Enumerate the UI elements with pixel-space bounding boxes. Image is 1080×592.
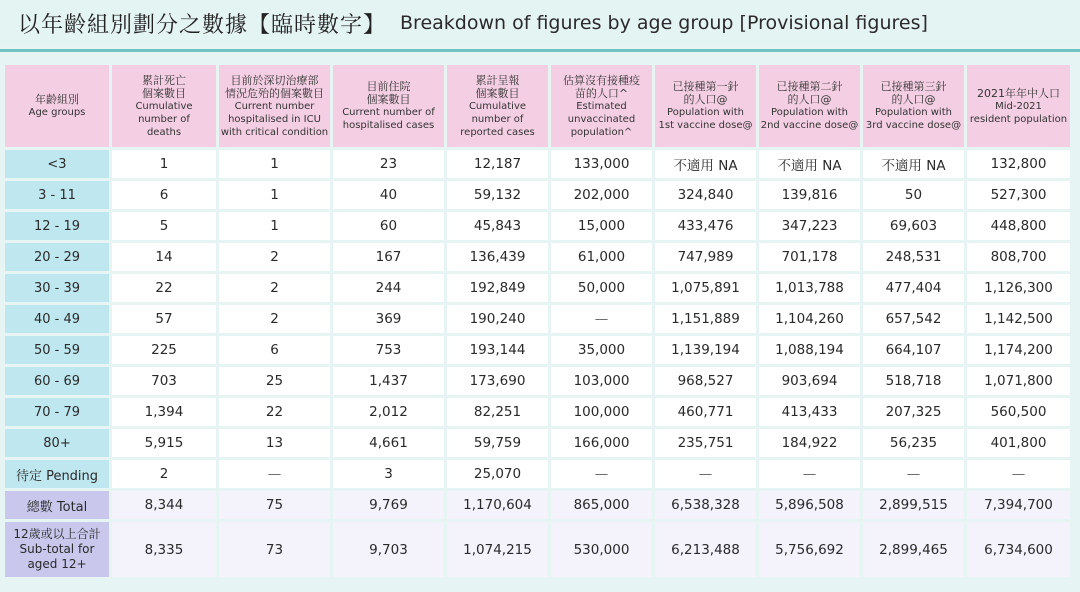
data-cell: 1,170,604	[447, 491, 548, 519]
table-body	[5, 150, 1070, 577]
data-cell: 5,915	[112, 429, 216, 457]
data-cell: 35,000	[551, 336, 652, 364]
data-cell: 5,756,692	[759, 522, 860, 577]
data-cell: 166,000	[551, 429, 652, 457]
data-cell: 193,144	[447, 336, 548, 364]
data-cell: 60	[333, 212, 444, 240]
age-group-table	[2, 62, 1073, 580]
data-cell: 6,213,488	[655, 522, 756, 577]
column-header-english: Population with 3rd vaccine dose@	[865, 107, 962, 131]
data-cell: 4,661	[333, 429, 444, 457]
data-cell: —	[863, 460, 964, 488]
age-group-cell: 70 - 79	[5, 398, 109, 426]
data-cell: 530,000	[551, 522, 652, 577]
title-english: Breakdown of figures by age group [Provisional figures]	[400, 12, 928, 34]
data-cell: 808,700	[967, 243, 1070, 271]
data-cell: 22	[219, 398, 330, 426]
data-cell: 192,849	[447, 274, 548, 302]
data-cell: 347,223	[759, 212, 860, 240]
data-cell: 25	[219, 367, 330, 395]
data-cell: 2	[219, 243, 330, 271]
data-cell: 5,896,508	[759, 491, 860, 519]
data-cell: 1,126,300	[967, 274, 1070, 302]
data-cell: 1,071,800	[967, 367, 1070, 395]
data-cell: 100,000	[551, 398, 652, 426]
data-cell: 664,107	[863, 336, 964, 364]
data-cell: —	[551, 305, 652, 333]
column-header-chinese: 已接種第二針 的人口@	[776, 80, 843, 106]
age-group-cell: 40 - 49	[5, 305, 109, 333]
data-cell: 14	[112, 243, 216, 271]
age-group-cell: 30 - 39	[5, 274, 109, 302]
column-header-chinese: 目前住院 個案數目	[366, 80, 411, 106]
column-header-chinese: 年齡組別	[35, 93, 79, 106]
data-cell: 903,694	[759, 367, 860, 395]
data-cell: 73	[219, 522, 330, 577]
data-cell: 560,500	[967, 398, 1070, 426]
column-header-chinese: 已接種第一針 的人口@	[672, 80, 739, 106]
data-cell: 401,800	[967, 429, 1070, 457]
data-cell: 701,178	[759, 243, 860, 271]
data-cell: 56,235	[863, 429, 964, 457]
data-cell: 59,759	[447, 429, 548, 457]
age-group-cell: 80+	[5, 429, 109, 457]
column-header	[863, 65, 964, 147]
data-cell: 6	[112, 181, 216, 209]
table-row	[5, 429, 1070, 457]
data-cell: 369	[333, 305, 444, 333]
data-cell: 不適用 NA	[863, 150, 964, 178]
column-header-chinese: 已接種第三針 的人口@	[880, 80, 947, 106]
data-cell: 235,751	[655, 429, 756, 457]
total-row	[5, 491, 1070, 519]
data-cell: 6	[219, 336, 330, 364]
data-cell: 2,012	[333, 398, 444, 426]
data-cell: 753	[333, 336, 444, 364]
data-cell: 433,476	[655, 212, 756, 240]
data-cell: 9,703	[333, 522, 444, 577]
data-cell: 657,542	[863, 305, 964, 333]
data-cell: 167	[333, 243, 444, 271]
column-header-chinese: 累計呈報 個案數目	[475, 73, 520, 100]
column-header-chinese: 估算沒有接種疫 苗的人口^	[563, 73, 640, 100]
table-row	[5, 305, 1070, 333]
data-cell: 1,139,194	[655, 336, 756, 364]
data-cell: 865,000	[551, 491, 652, 519]
data-cell: —	[759, 460, 860, 488]
data-cell: 448,800	[967, 212, 1070, 240]
data-cell: 50	[863, 181, 964, 209]
data-cell: 2,899,515	[863, 491, 964, 519]
data-cell: 1	[112, 150, 216, 178]
title-bar	[0, 0, 1080, 46]
data-cell: 22	[112, 274, 216, 302]
column-header	[759, 65, 860, 147]
data-cell: 1,104,260	[759, 305, 860, 333]
table-row	[5, 181, 1070, 209]
column-header-english: Population with 2nd vaccine dose@	[760, 107, 859, 131]
age-group-cell: <3	[5, 150, 109, 178]
table-row	[5, 398, 1070, 426]
data-cell: 59,132	[447, 181, 548, 209]
data-cell: 1,013,788	[759, 274, 860, 302]
table-row	[5, 150, 1070, 178]
data-cell: 8,335	[112, 522, 216, 577]
data-cell: 518,718	[863, 367, 964, 395]
data-cell: —	[655, 460, 756, 488]
data-cell: 248,531	[863, 243, 964, 271]
data-cell: 75	[219, 491, 330, 519]
data-cell: 1	[219, 212, 330, 240]
data-cell: 460,771	[655, 398, 756, 426]
table-row	[5, 243, 1070, 271]
data-cell: —	[551, 460, 652, 488]
table-header-row	[5, 65, 1070, 147]
data-cell: 202,000	[551, 181, 652, 209]
data-cell: 1	[219, 150, 330, 178]
data-cell: 57	[112, 305, 216, 333]
table-row	[5, 212, 1070, 240]
column-header	[112, 65, 216, 147]
data-cell: 61,000	[551, 243, 652, 271]
data-cell: 82,251	[447, 398, 548, 426]
data-cell: 207,325	[863, 398, 964, 426]
data-cell: 6,538,328	[655, 491, 756, 519]
data-cell: 5	[112, 212, 216, 240]
age-group-cell: 50 - 59	[5, 336, 109, 364]
data-cell: 7,394,700	[967, 491, 1070, 519]
data-cell: 1,142,500	[967, 305, 1070, 333]
data-cell: 1,151,889	[655, 305, 756, 333]
data-cell: 225	[112, 336, 216, 364]
data-cell: 23	[333, 150, 444, 178]
data-cell: 40	[333, 181, 444, 209]
data-cell: 244	[333, 274, 444, 302]
column-header-english: Mid-2021 resident population	[969, 100, 1068, 125]
data-cell: 1,088,194	[759, 336, 860, 364]
data-cell: 968,527	[655, 367, 756, 395]
data-cell: 1,394	[112, 398, 216, 426]
column-header-english: Estimated unvaccinated population^	[567, 100, 636, 138]
column-header-english: Current number hospitalised in ICU with critical condition	[220, 100, 329, 138]
age-group-cell: 待定 Pending	[5, 460, 109, 488]
column-header	[967, 65, 1070, 147]
column-header-english: Population with 1st vaccine dose@	[658, 107, 753, 131]
column-header-chinese: 累計死亡 個案數目	[142, 73, 186, 100]
data-cell: 136,439	[447, 243, 548, 271]
data-cell: 1,437	[333, 367, 444, 395]
subtotal-row	[5, 522, 1070, 577]
data-cell: 45,843	[447, 212, 548, 240]
data-cell: 2	[219, 274, 330, 302]
data-cell: —	[967, 460, 1070, 488]
data-cell: 13	[219, 429, 330, 457]
column-header	[551, 65, 652, 147]
column-header-english: Cumulative number of deaths	[135, 100, 193, 138]
data-cell: 190,240	[447, 305, 548, 333]
data-cell: 3	[333, 460, 444, 488]
table-row	[5, 336, 1070, 364]
age-group-cell: 20 - 29	[5, 243, 109, 271]
column-header	[333, 65, 444, 147]
data-cell: 324,840	[655, 181, 756, 209]
data-cell: 703	[112, 367, 216, 395]
data-cell: 15,000	[551, 212, 652, 240]
title-divider	[0, 49, 1080, 52]
column-header-english: Age groups	[28, 107, 86, 118]
column-header	[5, 65, 109, 147]
data-cell: 50,000	[551, 274, 652, 302]
data-cell: 1	[219, 181, 330, 209]
column-header	[447, 65, 548, 147]
data-cell: 103,000	[551, 367, 652, 395]
data-cell: 不適用 NA	[655, 150, 756, 178]
age-group-cell: 12 - 19	[5, 212, 109, 240]
data-cell: 132,800	[967, 150, 1070, 178]
table-row	[5, 367, 1070, 395]
data-cell: 8,344	[112, 491, 216, 519]
title-chinese: 以年齡組別劃分之數據【臨時數字】	[18, 12, 387, 38]
column-header-chinese: 目前於深切治療部 情況危殆的個案數目	[225, 73, 324, 100]
age-group-cell: 3 - 11	[5, 181, 109, 209]
data-cell: 2	[112, 460, 216, 488]
data-cell: 6,734,600	[967, 522, 1070, 577]
data-cell: 133,000	[551, 150, 652, 178]
data-cell: 2,899,465	[863, 522, 964, 577]
data-cell: 527,300	[967, 181, 1070, 209]
data-cell: 不適用 NA	[759, 150, 860, 178]
data-cell: 477,404	[863, 274, 964, 302]
column-header-english: Cumulative number of reported cases	[460, 100, 535, 138]
age-group-cell: 總數 Total	[5, 491, 109, 519]
data-cell: —	[219, 460, 330, 488]
data-cell: 139,816	[759, 181, 860, 209]
column-header	[219, 65, 330, 147]
data-cell: 9,769	[333, 491, 444, 519]
column-header-chinese: 2021年年中人口	[977, 86, 1060, 100]
table-row	[5, 274, 1070, 302]
table-row	[5, 460, 1070, 488]
data-cell: 25,070	[447, 460, 548, 488]
data-cell: 173,690	[447, 367, 548, 395]
data-cell: 1,075,891	[655, 274, 756, 302]
data-cell: 1,074,215	[447, 522, 548, 577]
data-cell: 747,989	[655, 243, 756, 271]
data-cell: 12,187	[447, 150, 548, 178]
column-header-english: Current number of hospitalised cases	[342, 107, 435, 131]
data-cell: 69,603	[863, 212, 964, 240]
column-header	[655, 65, 756, 147]
data-cell: 184,922	[759, 429, 860, 457]
age-group-cell: 60 - 69	[5, 367, 109, 395]
data-cell: 1,174,200	[967, 336, 1070, 364]
age-group-cell: 12歲或以上合計 Sub-total for aged 12+	[5, 522, 109, 577]
data-cell: 2	[219, 305, 330, 333]
data-cell: 413,433	[759, 398, 860, 426]
